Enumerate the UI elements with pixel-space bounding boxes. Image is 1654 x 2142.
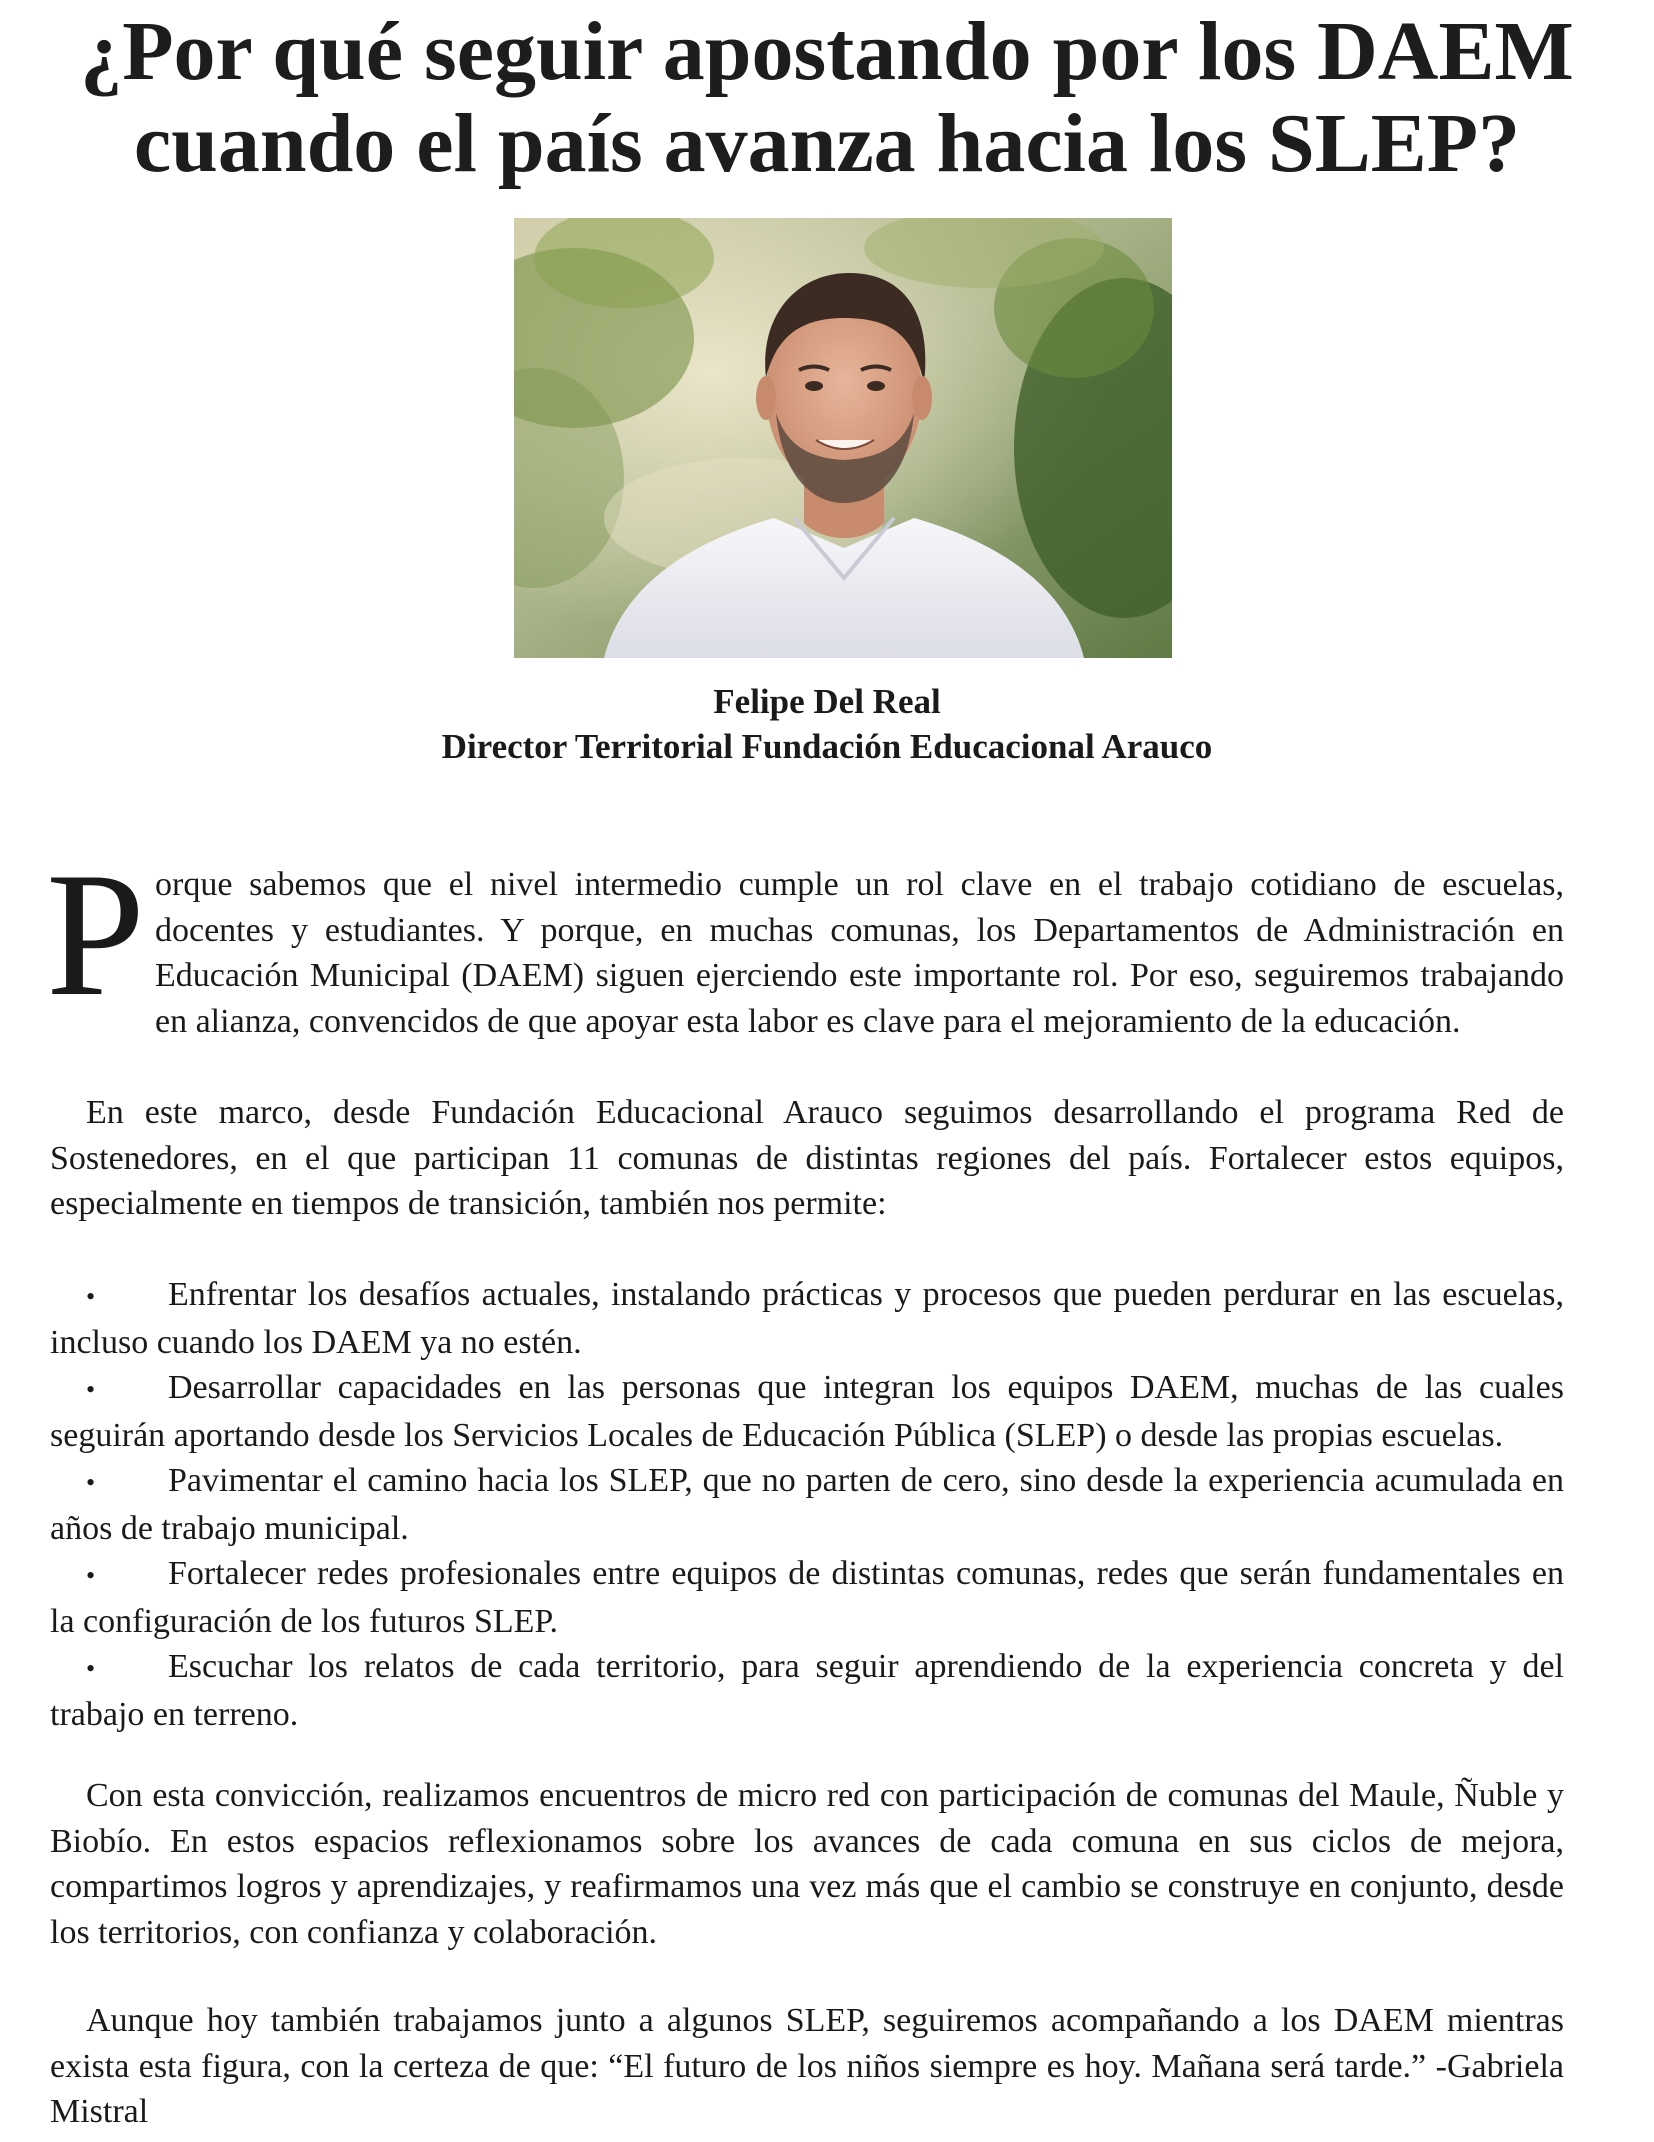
headline-line-2: cuando el país avanza hacia los SLEP? — [133, 97, 1521, 190]
author-name: Felipe Del Real — [713, 682, 941, 721]
author-portrait-photo — [514, 218, 1172, 658]
bullet-icon: • — [86, 1468, 96, 1497]
bullet-text: Pavimentar el camino hacia los SLEP, que no parten de cero, sino desde la experiencia acumulada en años de trabajo municipal. — [50, 1462, 1564, 1547]
bullet-icon: • — [86, 1561, 96, 1590]
bullet-item — [50, 1644, 1564, 1737]
drop-cap: P — [46, 835, 145, 1033]
intro-paragraph — [46, 835, 1564, 1044]
bullet-text: Fortalecer redes profesionales entre equipos de distintas comunas, redes que serán fundamentales en la configuración de los futuros SLEP. — [50, 1555, 1564, 1640]
bullet-text: Enfrentar los desafíos actuales, instalando prácticas y procesos que pueden perdurar en las escuelas, incluso cuando los DAEM ya no estén. — [50, 1276, 1564, 1361]
bullet-icon: • — [86, 1654, 96, 1683]
bullet-icon: • — [86, 1282, 96, 1311]
paragraph-3: Con esta convicción, realizamos encuentros de micro red con participación de comunas del Maule, Ñuble y Biobío. En estos espacios reflexionamos sobre los avances de cada comuna en sus ciclos de mejora, compartimos logros y aprendizajes, y reafirmamos una vez más que el cambio se construye en conjunto, desde los territorios, con confianza y colaboración. — [50, 1777, 1564, 1951]
bullet-item — [50, 1551, 1564, 1644]
bullet-item — [50, 1365, 1564, 1458]
article-headline — [60, 6, 1594, 190]
paragraph-2: En este marco, desde Fundación Educacional Arauco seguimos desarrollando el programa Red de Sostenedores, en el que participan 11 comunas de distintas regiones del país. Fortalecer estos equipos, especialmente en tiempos de transición, también nos permite: — [50, 1094, 1564, 1222]
paragraph-4: Aunque hoy también trabajamos junto a algunos SLEP, seguiremos acompañando a los DAEM mientras exista esta figura, con la certeza de que: “El futuro de los niños siempre es hoy. Mañana será tarde.” -Gabriela Mistral — [50, 2002, 1564, 2130]
bullet-list — [50, 1272, 1564, 1737]
bullet-text: Escuchar los relatos de cada territorio, para seguir aprendiendo de la experiencia concreta y del trabajo en terreno. — [50, 1648, 1564, 1733]
bullet-icon: • — [86, 1375, 96, 1404]
bullet-item — [50, 1458, 1564, 1551]
intro-paragraph-text: orque sabemos que el nivel intermedio cumple un rol clave en el trabajo cotidiano de escuelas, docentes y estudiantes. Y porque, en muchas comunas, los Departamentos de Administración en Educación Municipal (DAEM) siguen ejerciendo este importante rol. Por eso, seguiremos trabajando en alianza, convencidos de que apoyar esta labor es clave para el mejoramiento de la educación. — [155, 866, 1564, 1040]
bullet-item — [50, 1272, 1564, 1365]
author-role: Director Territorial Fundación Educacional Arauco — [441, 727, 1213, 766]
bullet-text: Desarrollar capacidades en las personas que integran los equipos DAEM, muchas de las cuales seguirán aportando desde los Servicios Locales de Educación Pública (SLEP) o desde las propias escuelas. — [50, 1369, 1564, 1454]
headline-line-1: ¿Por qué seguir apostando por los DAEM — [80, 5, 1574, 98]
